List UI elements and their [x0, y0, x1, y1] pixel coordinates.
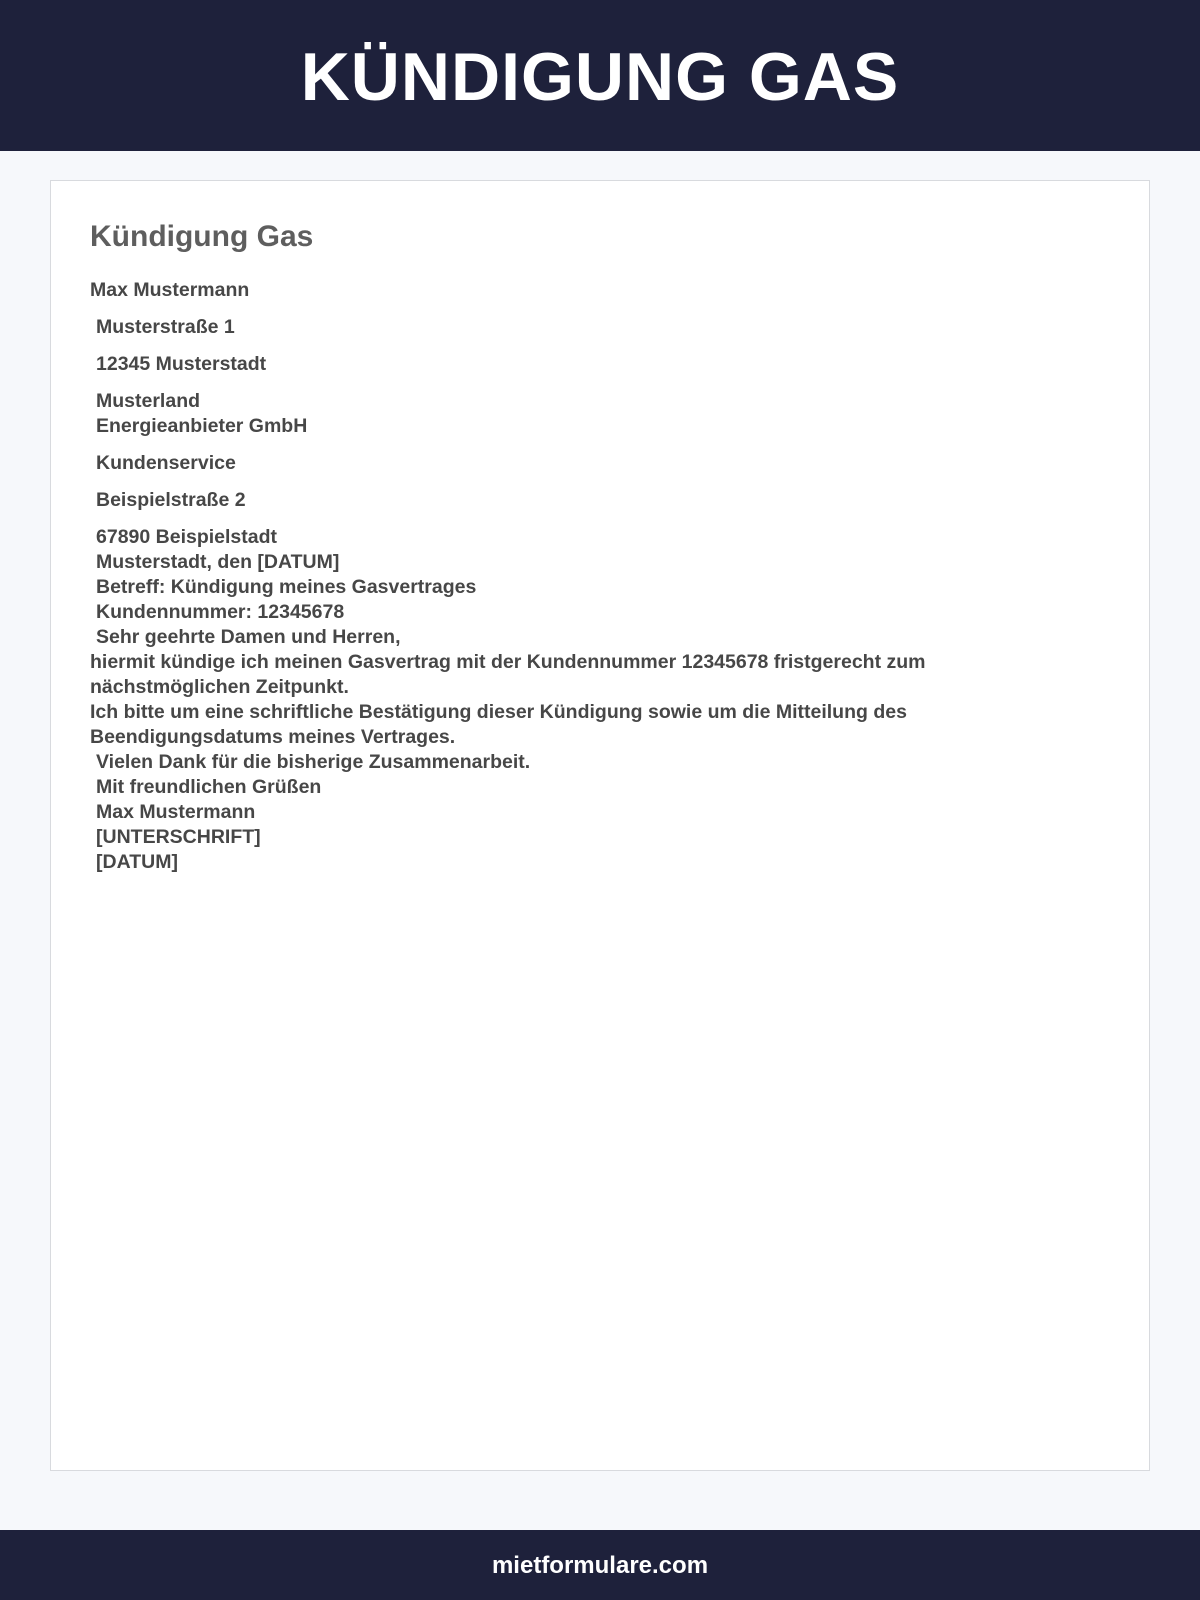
body-paragraph-2: Ich bitte um eine schriftliche Bestätigung dieser Kündigung sowie um die Mitteilung des Beendigungsdatums meines Vertrages. [90, 701, 907, 748]
thanks-line: Vielen Dank für die bisherige Zusammenarbeit. [96, 751, 531, 773]
closing-line: Mit freundlichen Grüßen [96, 776, 322, 798]
recipient-street: Beispielstraße 2 [96, 489, 246, 511]
sender-name: Max Mustermann [90, 279, 250, 301]
signature-date: [DATUM] [96, 851, 178, 873]
body-paragraph-1: hiermit kündige ich meinen Gasvertrag mit der Kundennummer 12345678 fristgerecht zum nächstmöglichen Zeitpunkt. [90, 651, 926, 698]
sender-city: 12345 Musterstadt [96, 353, 267, 375]
footer-site-link[interactable]: mietformulare.com [491, 1551, 709, 1579]
sender-street: Musterstraße 1 [96, 316, 235, 338]
page-header [0, 0, 1200, 151]
recipient-company: Energieanbieter GmbH [96, 415, 308, 437]
sender-country: Musterland [96, 390, 201, 412]
header-title: KÜNDIGUNG GAS [300, 38, 900, 115]
page-footer [0, 1530, 1200, 1600]
signature-name: Max Mustermann [96, 801, 256, 823]
document-title: Kündigung Gas [90, 220, 314, 253]
subject-line: Betreff: Kündigung meines Gasvertrages [96, 576, 477, 598]
letter-body [90, 278, 1110, 875]
customer-number: Kundennummer: 12345678 [96, 601, 345, 623]
recipient-city: 67890 Beispielstadt [96, 526, 278, 548]
signature-placeholder: [UNTERSCHRIFT] [96, 826, 261, 848]
salutation: Sehr geehrte Damen und Herren, [96, 626, 401, 648]
document-card [50, 180, 1150, 1471]
recipient-department: Kundenservice [96, 452, 236, 474]
place-date: Musterstadt, den [DATUM] [96, 551, 340, 573]
